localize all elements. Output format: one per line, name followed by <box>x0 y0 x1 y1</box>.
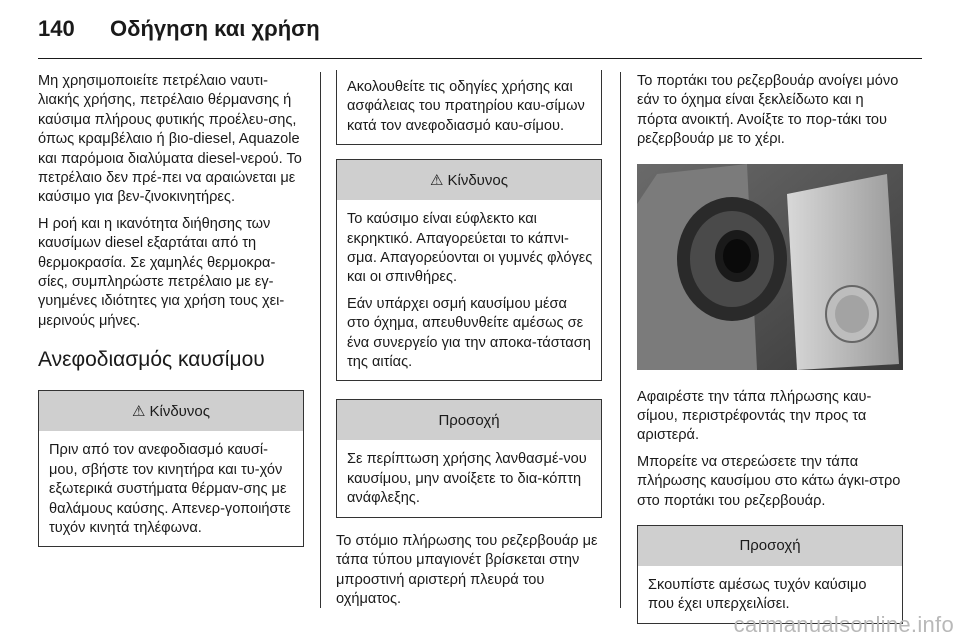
danger-box-title: Κίνδυνος <box>447 171 508 189</box>
column-divider-right <box>620 72 621 608</box>
danger-box-text-2: Εάν υπάρχει οσμή καυσίμου μέσα στο όχημα, απευθυνθείτε αμέσως σε ένα συνεργείο για την αποκα-τάσταση της αιτίας. <box>347 295 591 371</box>
watermark: carmanualsonline.info <box>733 612 954 637</box>
page-title: Οδήγηση και χρήση <box>110 16 320 41</box>
caution-box-title: Προσοχή <box>739 537 801 555</box>
danger-box-header <box>39 391 303 431</box>
caution-box-wrong-fuel <box>336 399 602 517</box>
column-divider-left <box>320 72 321 608</box>
danger-box-body <box>337 200 601 380</box>
column-3 <box>637 72 903 638</box>
danger-box-header <box>337 160 601 200</box>
continued-box-body <box>337 70 601 144</box>
danger-box-engine-off <box>38 390 304 547</box>
paragraph-diesel-temperature: Η ροή και η ικανότητα διήθησης των καυσίμων diesel εξαρτάται από τη θερμοκρασία. Σε χαμηλές θερμοκρα-σίες, συμπληρώστε πετρέλαιο με εγ-γυημένες ιδιότητες για χρήση τους χει-μερινούς μήνες. <box>38 215 285 329</box>
caution-box-text: Σκουπίστε αμέσως τυχόν καύσιμο που έχει υπερχειλίσει. <box>648 577 867 613</box>
page-header <box>38 16 320 48</box>
fuel-filler-illustration <box>637 164 903 370</box>
paragraph-filler-neck: Το στόμιο πλήρωσης του ρεζερβουάρ με τάπα τύπου μπαγιονέτ βρίσκεται στην μπροστινή αριστερή πλευρά του οχήματος. <box>336 532 598 607</box>
paragraph-fuel-types: Μη χρησιμοποιείτε πετρέλαιο ναυτι-λιακής χρήσης, πετρέλαιο θέρμανσης ή καύσιμα πλήρους φυτικής προέλευ-σης, όπως κραμβέλαιο ή βιο-diesel, Aquazole και παρόμοια διαλύματα diesel-νερού. Το πετρέλαιο δεν πρέ-πει να αραιώνεται με καύσιμο για βεν-ζινοκινητήρες. <box>38 73 302 206</box>
header-divider <box>38 58 922 59</box>
paragraph-remove-cap: Αφαιρέστε την τάπα πλήρωσης καυ-σίμου, περιστρέφοντάς την προς τα αριστερά. <box>637 388 872 444</box>
warning-triangle-icon: ⚠ <box>430 171 444 189</box>
continued-box-text: Ακολουθείτε τις οδηγίες χρήσης και ασφάλειας του πρατηρίου καυ-σίμων κατά τον ανεφοδιασμό καυ-σίμου. <box>347 79 585 134</box>
danger-box-text-1: Το καύσιμο είναι εύφλεκτο και εκρηκτικό. Απαγορεύεται το κάπνι-σμα. Απαγορεύονται οι γυμνές φλόγες και οι σπινθήρες. <box>347 211 593 286</box>
caution-box-title: Προσοχή <box>438 411 500 429</box>
column-2 <box>336 72 602 616</box>
danger-box-title: Κίνδυνος <box>149 402 210 420</box>
fuel-filler-photo <box>637 164 903 370</box>
paragraph-attach-cap: Μπορείτε να στερεώσετε την τάπα πλήρωσης καυσίμου στο κάτω άγκι-στρο στο πορτάκι του ρεζερβουάρ. <box>637 453 901 509</box>
column-1 <box>38 72 304 561</box>
caution-box-header <box>638 526 902 566</box>
caution-box-text: Σε περίπτωση χρήσης λανθασμέ-νου καυσίμου, μην ανοίξετε το δια-κόπτη ανάφλεξης. <box>347 451 587 507</box>
danger-box-body <box>39 431 303 546</box>
caution-box-header <box>337 400 601 440</box>
section-heading-refuelling: Ανεφοδιασμός καυσίμου <box>38 348 265 372</box>
caution-box-spill <box>637 525 903 624</box>
paragraph-fuel-door: Το πορτάκι του ρεζερβουάρ ανοίγει μόνο εάν το όχημα είναι ξεκλείδωτο και η πόρτα ανοικτή. Ανοίξτε το πορ-τάκι του ρεζερβουάρ με το χέρι. <box>637 73 899 148</box>
warning-triangle-icon: ⚠ <box>132 402 146 420</box>
continued-danger-box <box>336 70 602 145</box>
danger-box-text: Πριν από τον ανεφοδιασμό καυσί-μου, σβήστε τον κινητήρα και τυ-χόν εξωτερικά συστήματα θέρμαν-σης με θαλάμους καύσης. Απενερ-γοποιήστε τυχόν κινητά τηλέφωνα. <box>49 442 291 536</box>
caution-box-body <box>337 440 601 516</box>
page-number: 140 <box>38 16 75 41</box>
danger-box-flammable <box>336 159 602 381</box>
